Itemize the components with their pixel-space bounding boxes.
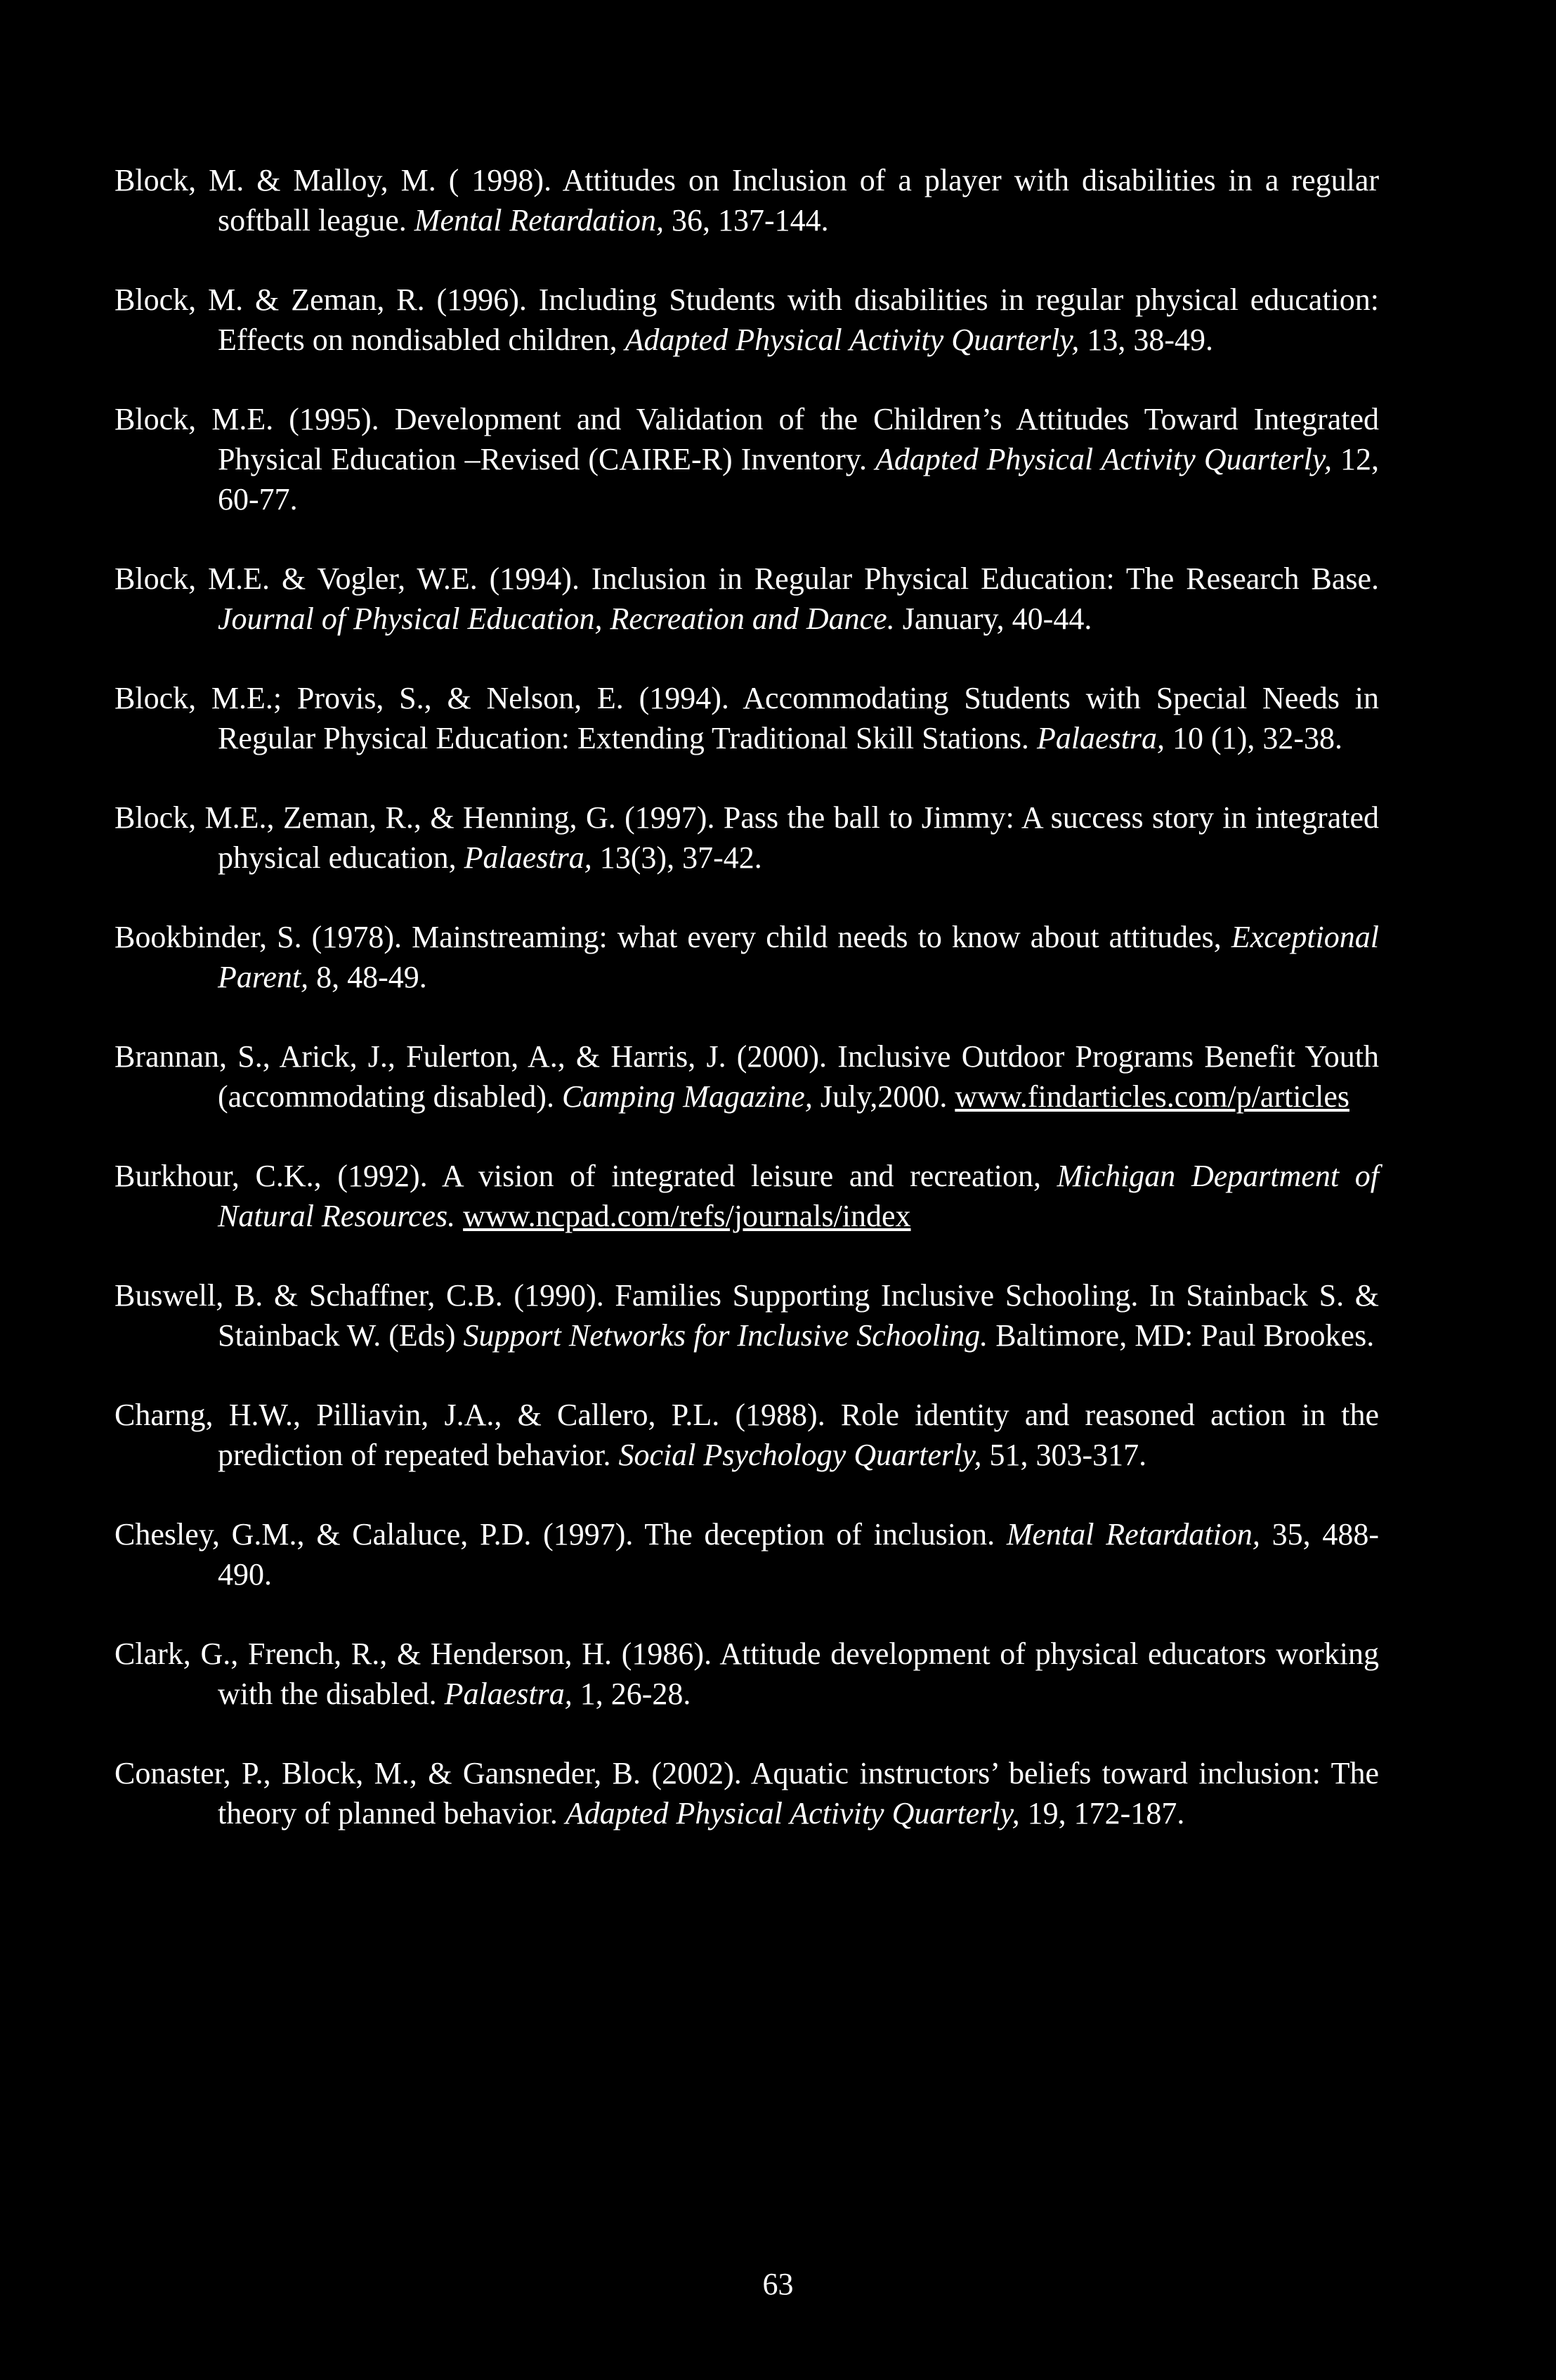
reference-source: Social Psychology Quarterly, bbox=[618, 1438, 982, 1472]
reference-details: July,2000. bbox=[812, 1079, 955, 1114]
reference-authors: Block, M.E., Zeman, R., & Henning, G. (1997). bbox=[115, 800, 724, 835]
reference-details bbox=[455, 1199, 463, 1233]
reference-url[interactable]: www.ncpad.com/refs/journals/index bbox=[463, 1199, 911, 1233]
reference-source: Adapted Physical Activity Quarterly, bbox=[875, 442, 1332, 476]
reference-details: Baltimore, MD: Paul Brookes. bbox=[988, 1318, 1375, 1353]
reference-title: Development and Validation of the Children’s Attitudes Toward Integrated Physical Education –Revised (CAIRE-R) Inventory. bbox=[218, 402, 1379, 476]
reference-authors: Chesley, G.M., & Calaluce, P.D. (1997). bbox=[115, 1517, 645, 1552]
reference-source: Mental Retardation, bbox=[1006, 1517, 1260, 1552]
reference-title: Inclusive Outdoor Programs Benefit Youth (accommodating disabled). bbox=[218, 1039, 1379, 1114]
reference-entry bbox=[115, 917, 1379, 997]
reference-authors: Block, M.E. (1995). bbox=[115, 402, 395, 436]
reference-url[interactable]: www.findarticles.com/p/articles bbox=[955, 1079, 1349, 1114]
reference-entry bbox=[115, 678, 1379, 758]
reference-authors: Brannan, S., Arick, J., Fulerton, A., & Harris, J. (2000). bbox=[115, 1039, 838, 1074]
reference-title: Including Students with disabilities in regular physical education: Effects on nondisabled children, bbox=[218, 282, 1379, 357]
reference-source: Journal of Physical Education, Recreation and Dance. bbox=[218, 601, 895, 636]
reference-authors: Clark, G., French, R., & Henderson, H. (1986). bbox=[115, 1637, 720, 1671]
reference-entry bbox=[115, 280, 1379, 360]
reference-authors: Charng, H.W., Pilliavin, J.A., & Callero, P.L. (1988). bbox=[115, 1398, 841, 1432]
reference-details: 36, 137-144. bbox=[664, 203, 829, 238]
reference-entry bbox=[115, 160, 1379, 240]
reference-details: 8, 48-49. bbox=[308, 960, 427, 994]
reference-details: 51, 303-317. bbox=[981, 1438, 1147, 1472]
reference-authors: Block, M.E. & Vogler, W.E. (1994). bbox=[115, 561, 591, 596]
reference-source: Support Networks for Inclusive Schooling. bbox=[463, 1318, 988, 1353]
reference-title: Accommodating Students with Special Needs in Regular Physical Education: Extending Traditional Skill Stations. bbox=[218, 681, 1379, 755]
reference-title: Families Supporting Inclusive Schooling. In Stainback S. & Stainback W. (Eds) bbox=[218, 1278, 1379, 1353]
reference-entry bbox=[115, 1156, 1379, 1236]
reference-authors: Block, M.E.; Provis, S., & Nelson, E. (1994). bbox=[115, 681, 743, 715]
reference-entry bbox=[115, 1036, 1379, 1117]
reference-source: Palaestra, bbox=[1036, 721, 1165, 755]
reference-entry bbox=[115, 1395, 1379, 1475]
reference-source: Palaestra, bbox=[444, 1677, 573, 1711]
reference-source: Palaestra, bbox=[464, 840, 592, 875]
reference-authors: Conaster, P., Block, M., & Gansneder, B. (2002). bbox=[115, 1756, 751, 1790]
reference-details: 19, 172-187. bbox=[1019, 1796, 1185, 1830]
reference-authors: Buswell, B. & Schaffner, C.B. (1990). bbox=[115, 1278, 615, 1313]
reference-details: 35, 488-490. bbox=[218, 1517, 1380, 1592]
reference-title: Mainstreaming: what every child needs to know about attitudes, bbox=[412, 920, 1231, 954]
reference-title: Attitude development of physical educators working with the disabled. bbox=[218, 1637, 1379, 1711]
reference-entry bbox=[115, 399, 1379, 519]
reference-source: Exceptional Parent, bbox=[218, 920, 1379, 994]
reference-source: Camping Magazine, bbox=[561, 1079, 813, 1114]
reference-authors: Burkhour, C.K., (1992). bbox=[115, 1159, 442, 1193]
reference-details: 10 (1), 32-38. bbox=[1165, 721, 1343, 755]
reference-source: Mental Retardation, bbox=[414, 203, 664, 238]
reference-source: Adapted Physical Activity Quarterly, bbox=[565, 1796, 1020, 1830]
reference-entry bbox=[115, 1753, 1379, 1833]
reference-title: The deception of inclusion. bbox=[644, 1517, 1007, 1552]
reference-list bbox=[115, 160, 1379, 1873]
reference-source: Michigan Department of Natural Resources. bbox=[218, 1159, 1380, 1233]
reference-title: Inclusion in Regular Physical Education: The Research Base. bbox=[591, 561, 1379, 596]
reference-details: January, 40-44. bbox=[894, 601, 1092, 636]
reference-entry bbox=[115, 798, 1379, 878]
page-number: 63 bbox=[762, 2267, 794, 2301]
reference-details: 12, 60-77. bbox=[218, 442, 1380, 516]
reference-title: A vision of integrated leisure and recreation, bbox=[441, 1159, 1057, 1193]
reference-authors: Bookbinder, S. (1978). bbox=[115, 920, 412, 954]
reference-authors: Block, M. & Malloy, M. ( 1998). bbox=[115, 163, 563, 197]
reference-title: Attitudes on Inclusion of a player with disabilities in a regular softball league. bbox=[218, 163, 1379, 238]
reference-details: 13, 38-49. bbox=[1079, 323, 1214, 357]
reference-entry bbox=[115, 559, 1379, 639]
reference-entry bbox=[115, 1514, 1379, 1594]
reference-title: Pass the ball to Jimmy: A success story in integrated physical education, bbox=[218, 800, 1379, 875]
reference-title: Aquatic instructors’ beliefs toward inclusion: The theory of planned behavior. bbox=[218, 1756, 1379, 1830]
reference-entry bbox=[115, 1634, 1379, 1714]
reference-source: Adapted Physical Activity Quarterly, bbox=[625, 323, 1080, 357]
reference-details: 1, 26-28. bbox=[572, 1677, 691, 1711]
reference-entry bbox=[115, 1275, 1379, 1355]
reference-title: Role identity and reasoned action in the prediction of repeated behavior. bbox=[218, 1398, 1379, 1472]
reference-authors: Block, M. & Zeman, R. (1996). bbox=[115, 282, 539, 317]
reference-details: 13(3), 37-42. bbox=[591, 840, 762, 875]
